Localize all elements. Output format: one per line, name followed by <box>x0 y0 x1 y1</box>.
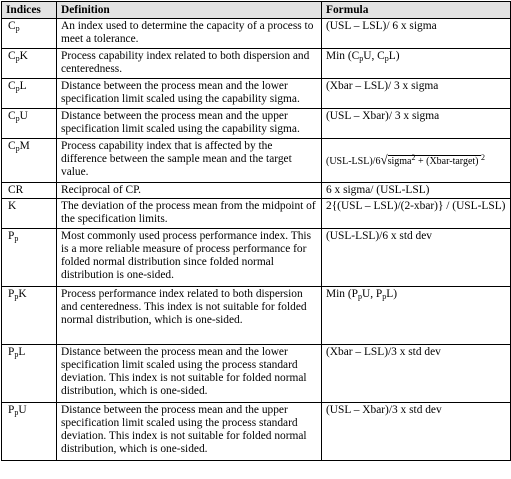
table-row <box>2 139 511 183</box>
formula-cell: (USL – LSL)/ 6 x sigma <box>322 19 511 49</box>
index-cell <box>2 199 57 229</box>
index-cell <box>2 287 57 345</box>
index-cell <box>2 19 57 49</box>
formula-part: (USL-LSL)/6 <box>326 156 381 167</box>
formula-part: Min (P <box>326 288 358 300</box>
index-tail: L <box>18 346 26 358</box>
index-cell <box>2 345 57 403</box>
index-main: C <box>8 20 16 32</box>
table-row <box>2 287 511 345</box>
index-tail: U <box>18 404 27 416</box>
index-main: C <box>8 80 16 92</box>
index-cell <box>2 183 57 199</box>
index-main: P <box>8 404 15 416</box>
table-row <box>2 403 511 461</box>
formula-cell: (Xbar – LSL)/3 x std dev <box>322 345 511 403</box>
formula-cell: (Xbar – LSL)/ 3 x sigma <box>322 79 511 109</box>
index-main: P <box>8 230 15 242</box>
table-header-row <box>2 2 511 19</box>
definition-cell: Most commonly used process performance index. This is a more reliable measure of process performance for folded normal distribution since folded normal distribution is one-sided. <box>57 229 322 287</box>
formula-part: U, P <box>361 288 383 300</box>
table-row <box>2 109 511 139</box>
index-sub: p <box>15 24 20 33</box>
definition-cell: Reciprocal of CP. <box>57 183 322 199</box>
index-main: CR <box>8 184 24 196</box>
formula-cell: 2{(USL – LSL)/(2-xbar)} / (USL-LSL) <box>322 199 511 229</box>
definition-cell: Distance between the process mean and the upper specification limit scaled using the process standard deviation. This index is not suitable for folded normal distribution, which is one-sided. <box>57 403 322 461</box>
index-main: C <box>8 110 16 122</box>
index-sub: p <box>14 350 19 359</box>
formula-part: sigma <box>387 156 412 167</box>
table-row <box>2 229 511 287</box>
capability-indices-table <box>1 1 511 461</box>
header-formula: Formula <box>322 2 511 19</box>
formula-sub: p <box>357 292 362 301</box>
index-cell <box>2 229 57 287</box>
table-row <box>2 199 511 229</box>
formula-cell <box>322 139 511 183</box>
formula-sub: p <box>382 292 387 301</box>
header-indices: Indices <box>2 2 57 19</box>
index-sub: p <box>15 144 20 153</box>
index-sub: p <box>15 54 20 63</box>
definition-cell: Process performance index related to both dispersion and centeredness. This index is not suitable for folded normal distribution, which is one-sided. <box>57 287 322 345</box>
index-tail: M <box>19 140 30 152</box>
index-tail: K <box>18 288 27 300</box>
formula-sub: p <box>384 54 389 63</box>
index-main: P <box>8 288 15 300</box>
index-main: K <box>8 200 17 212</box>
index-sub: p <box>15 114 20 123</box>
index-sub: p <box>14 234 19 243</box>
index-cell <box>2 403 57 461</box>
formula-part: Min (C <box>326 50 360 62</box>
index-tail: K <box>19 50 28 62</box>
formula-cell: (USL – Xbar)/3 x std dev <box>322 403 511 461</box>
formula-part: U, C <box>363 50 385 62</box>
formula-cell <box>322 49 511 79</box>
square-root-icon: √ <box>380 152 388 167</box>
table-row <box>2 183 511 199</box>
definition-cell: Distance between the process mean and the lower specification limit scaled using the process standard deviation. This index is not suitable for folded normal distribution, which is one-sided. <box>57 345 322 403</box>
index-sub: p <box>14 408 19 417</box>
definition-cell: Process capability index related to both dispersion and centeredness. <box>57 49 322 79</box>
table-row <box>2 19 511 49</box>
index-cell <box>2 79 57 109</box>
index-tail: L <box>19 80 27 92</box>
definition-cell: Process capability index that is affected by the difference between the sample mean and the target value. <box>57 139 322 183</box>
index-cell <box>2 49 57 79</box>
index-cell <box>2 139 57 183</box>
formula-part: L) <box>388 50 400 62</box>
formula-sup: 2 <box>481 153 485 162</box>
formula-part: + (Xbar-target) <box>415 156 481 167</box>
formula-cell: 6 x sigma/ (USL-LSL) <box>322 183 511 199</box>
index-tail: U <box>19 110 28 122</box>
formula-sup: 2 <box>411 153 416 162</box>
index-main: C <box>8 140 16 152</box>
formula-radicand <box>388 155 481 167</box>
index-cell <box>2 109 57 139</box>
index-main: C <box>8 50 16 62</box>
formula-cell: (USL-LSL)/6 x std dev <box>322 229 511 287</box>
table-row <box>2 49 511 79</box>
index-main: P <box>8 346 15 358</box>
index-sub: p <box>15 84 20 93</box>
definition-cell: An index used to determine the capacity of a process to meet a tolerance. <box>57 19 322 49</box>
formula-cell <box>322 287 511 345</box>
header-definition: Definition <box>57 2 322 19</box>
formula-part: L) <box>386 288 397 300</box>
formula-cell: (USL – Xbar)/ 3 x sigma <box>322 109 511 139</box>
table-row <box>2 345 511 403</box>
formula-sub: p <box>359 54 364 63</box>
definition-cell: The deviation of the process mean from the midpoint of the specification limits. <box>57 199 322 229</box>
index-sub: p <box>14 292 19 301</box>
definition-cell: Distance between the process mean and the upper specification limit scaled using the capability sigma. <box>57 109 322 139</box>
definition-cell: Distance between the process mean and the lower specification limit scaled using the capability sigma. <box>57 79 322 109</box>
table-row <box>2 79 511 109</box>
